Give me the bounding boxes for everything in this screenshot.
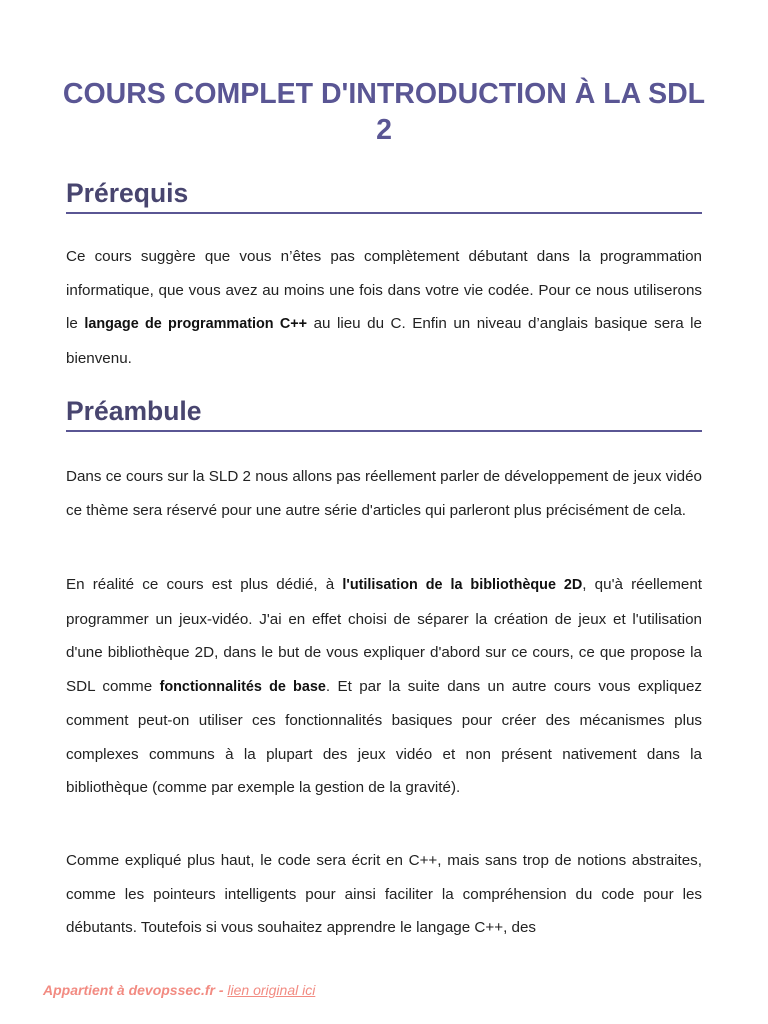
bold-text: fonctionnalités de base	[159, 678, 326, 695]
paragraph-preambule-1	[66, 460, 702, 527]
text-run: . Et par la suite dans un autre cours vous expliquez comment peut-on utiliser ces fonctionnalités basiques pour créer des mécanismes plus complexes communs à la plupart des jeux vidéo et non présent nativement dans la bibliothèque (comme par exemple la gestion de la gravité).	[66, 677, 702, 796]
bold-text: langage de programmation C++	[84, 316, 308, 332]
section-heading-preambule: Préambule	[66, 394, 702, 432]
text-run: , qu'à réellement programmer un jeux-vidéo. J'ai en effet choisi de séparer la création de jeux et l'utilisation d'une bibliothèque 2D, dans le but de vous expliquer d'abord sur ce cours, ce que propose la SDL comme	[66, 576, 702, 695]
original-link[interactable]: lien original ici	[227, 982, 316, 998]
paragraph-preambule-2	[66, 568, 702, 805]
document-title: COURS COMPLET D'INTRODUCTION À LA SDL 2	[62, 78, 706, 146]
text-run: au lieu du C. Enfin un niveau d’anglais basique sera le bienvenu.	[66, 315, 702, 367]
text-run: En réalité ce cours est plus dédié, à	[66, 576, 343, 593]
paragraph-prerequis	[66, 240, 702, 375]
paragraph-preambule-3	[66, 844, 702, 945]
text-run: Ce cours suggère que vous n’êtes pas complètement débutant dans la programmation informatique, que vous avez au moins une fois dans votre vie codée. Pour ce nous utiliserons le	[66, 248, 702, 332]
text-run: Dans ce cours sur la SLD 2 nous allons pas réellement parler de développement de jeux vidéo ce thème sera réservé pour une autre série d'articles qui parleront plus précisément de cela.	[66, 468, 702, 519]
footer-separator: -	[214, 982, 228, 998]
footer-owner: Appartient à devopssec.fr	[43, 982, 215, 998]
footer-attribution	[43, 980, 315, 1000]
text-run: Comme expliqué plus haut, le code sera écrit en C++, mais sans trop de notions abstraites, comme les pointeurs intelligents pour ainsi faciliter la compréhension du code pour les débutants. Toutefois si vous souhaitez apprendre le langage C++, des	[66, 852, 702, 936]
bold-text: l'utilisation de la bibliothèque 2D	[342, 577, 583, 593]
section-heading-prerequis: Prérequis	[66, 176, 702, 214]
